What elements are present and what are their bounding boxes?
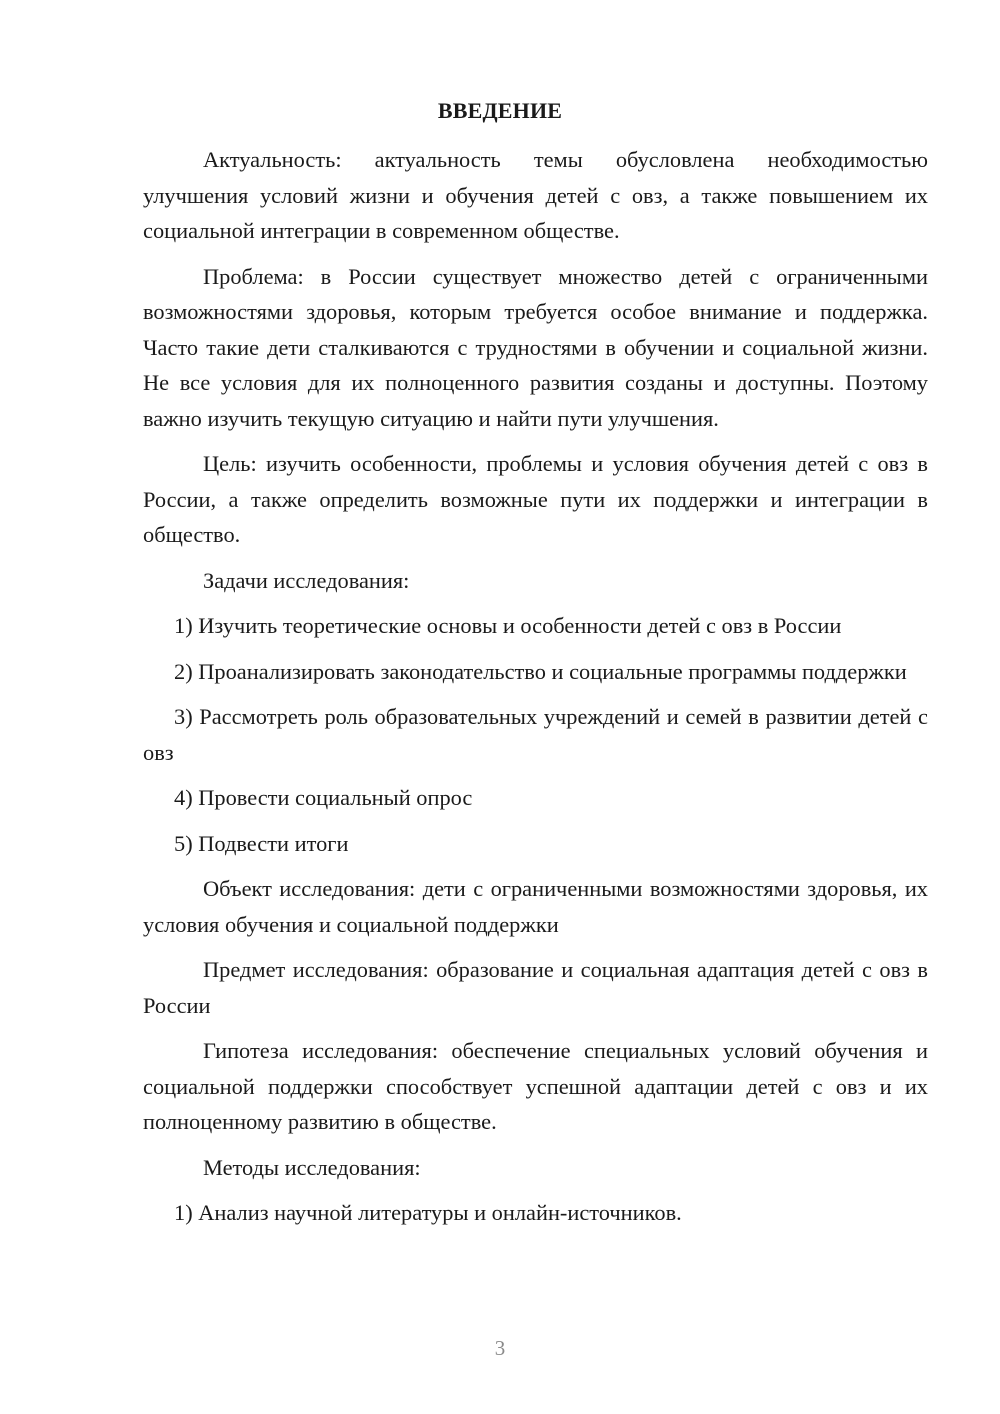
paragraph-relevance: Актуальность: актуальность темы обусловлена необходимостью улучшения условий жизни и обучения детей с овз, а также повышением их социальной интеграции в современном обществе. [143,147,928,243]
paragraph-goal: Цель: изучить особенности, проблемы и условия обучения детей с овз в России, а также определить возможные пути их поддержки и интеграции в общество. [143,451,928,547]
body-text [143,142,928,1241]
paragraph-tasks-heading: Задачи исследования: [203,567,410,593]
paragraph-object: Объект исследования: дети с ограниченными возможностями здоровья, их условия обучения и социальной поддержки [143,876,928,937]
page-number: 3 [494,1336,506,1360]
paragraph-methods-heading: Методы исследования: [203,1154,421,1180]
section-title: ВВЕДЕНИЕ [437,98,563,123]
task-item-1: 1) Изучить теоретические основы и особенности детей с овз в России [174,613,842,638]
task-item-2: 2) Проанализировать законодательство и социальные программы поддержки [174,658,907,684]
method-item-1: 1) Анализ научной литературы и онлайн-источников. [174,1200,682,1225]
task-item-5: 5) Подвести итоги [174,830,349,856]
paragraph-subject: Предмет исследования: образование и социальная адаптация детей с овз в России [143,957,928,1018]
paragraph-hypothesis: Гипотеза исследования: обеспечение специальных условий обучения и социальной поддержки способствует успешной адаптации детей с овз и их полноценному развитию в обществе. [143,1038,928,1134]
task-item-3: 3) Рассмотреть роль образовательных учреждений и семей в развитии детей с овз [143,704,928,765]
paragraph-problem: Проблема: в России существует множество детей с ограниченными возможностями здоровья, которым требуется особое внимание и поддержка. Часто такие дети сталкиваются с трудностями в обучении и социальной жизни. Не все условия для их полноценного развития созданы и доступны. Поэтому важно изучить текущую ситуацию и найти пути улучшения. [143,263,928,431]
task-item-4: 4) Провести социальный опрос [174,785,473,810]
